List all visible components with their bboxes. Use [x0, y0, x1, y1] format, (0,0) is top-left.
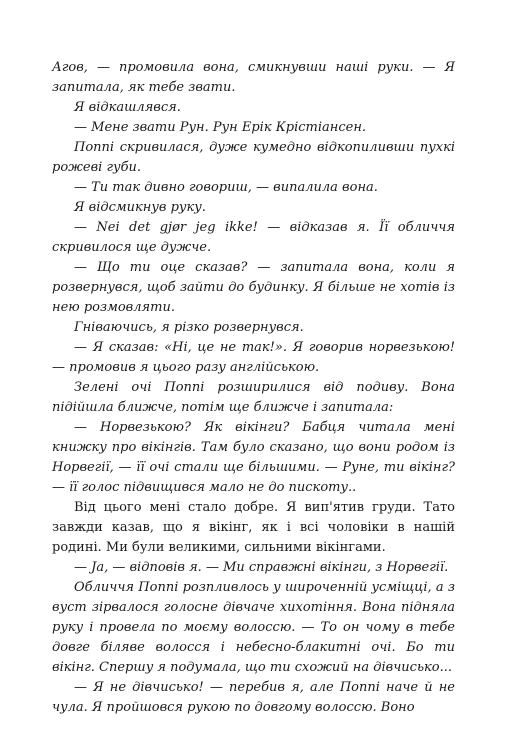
- paragraph: Поппі скривилася, дуже кумедно відкопиливши пухкі рожеві губи.: [52, 140, 455, 175]
- paragraph: — Nei det gjør jeg ikke! — відказав я. Її обличчя скривилося ще дужче.: [52, 220, 455, 255]
- paragraph: — Мене звати Рун. Рун Ерік Крістіансен.: [74, 120, 367, 135]
- paragraph: — Ja, — відповів я. — Ми справжні вікінги, з Норвегії.: [74, 560, 449, 575]
- paragraph: — Що ти оце сказав? — запитала вона, коли я розвернувся, щоб зайти до будинку. Я більше не хотів із нею розмовляти.: [52, 260, 455, 315]
- paragraph: Агов, — промовила вона, смикнувши наші руки. — Я запитала, як тебе звати.: [52, 60, 455, 95]
- paragraph: Я відкашлявся.: [74, 100, 181, 115]
- paragraph: Я відсмикнув руку.: [74, 200, 206, 215]
- paragraph: — Я не дівчисько! — перебив я, але Поппі наче й не чула. Я пройшовся рукою по довгому волоссю. Воно: [52, 680, 455, 715]
- paragraph: — Норвезькою? Як вікінги? Бабця читала мені книжку про вікінгів. Там було сказано, що вони родом із Норвегії, — її очі стали ще більшими. — Руне, ти вікінг? — її голос підвищився мало не до пискоту..: [52, 420, 455, 495]
- paragraph: Зелені очі Поппі розширилися від подиву. Вона підійшла ближче, потім ще ближче і запитала:: [52, 380, 455, 415]
- paragraph: Від цього мені стало добре. Я вип'ятив груди. Тато завжди казав, що я вікінг, як і всі чоловіки в нашій родині. Ми були великими, сильними вікінгами.: [52, 500, 455, 555]
- paragraph: Обличчя Поппі розпливлось у широченній усміщці, а з вуст зірвалося голосне дівчаче хихотіння. Вона підняла руку і провела по моєму волоссю. — То он чому в тебе довге біляве волосся і небесно-блакитні очі. Бо ти вікінг. Спершу я подумала, що ти схожий на дівчисько...: [52, 580, 455, 675]
- paragraph: — Ти так дивно говориш, — випалила вона.: [74, 180, 378, 195]
- book-page: [52, 58, 455, 718]
- paragraph: Гніваючись, я різко розвернувся.: [74, 320, 304, 335]
- paragraph: — Я сказав: «Ні, це не так!». Я говорив норвезькою! — промовив я цього разу англійською.: [52, 340, 455, 375]
